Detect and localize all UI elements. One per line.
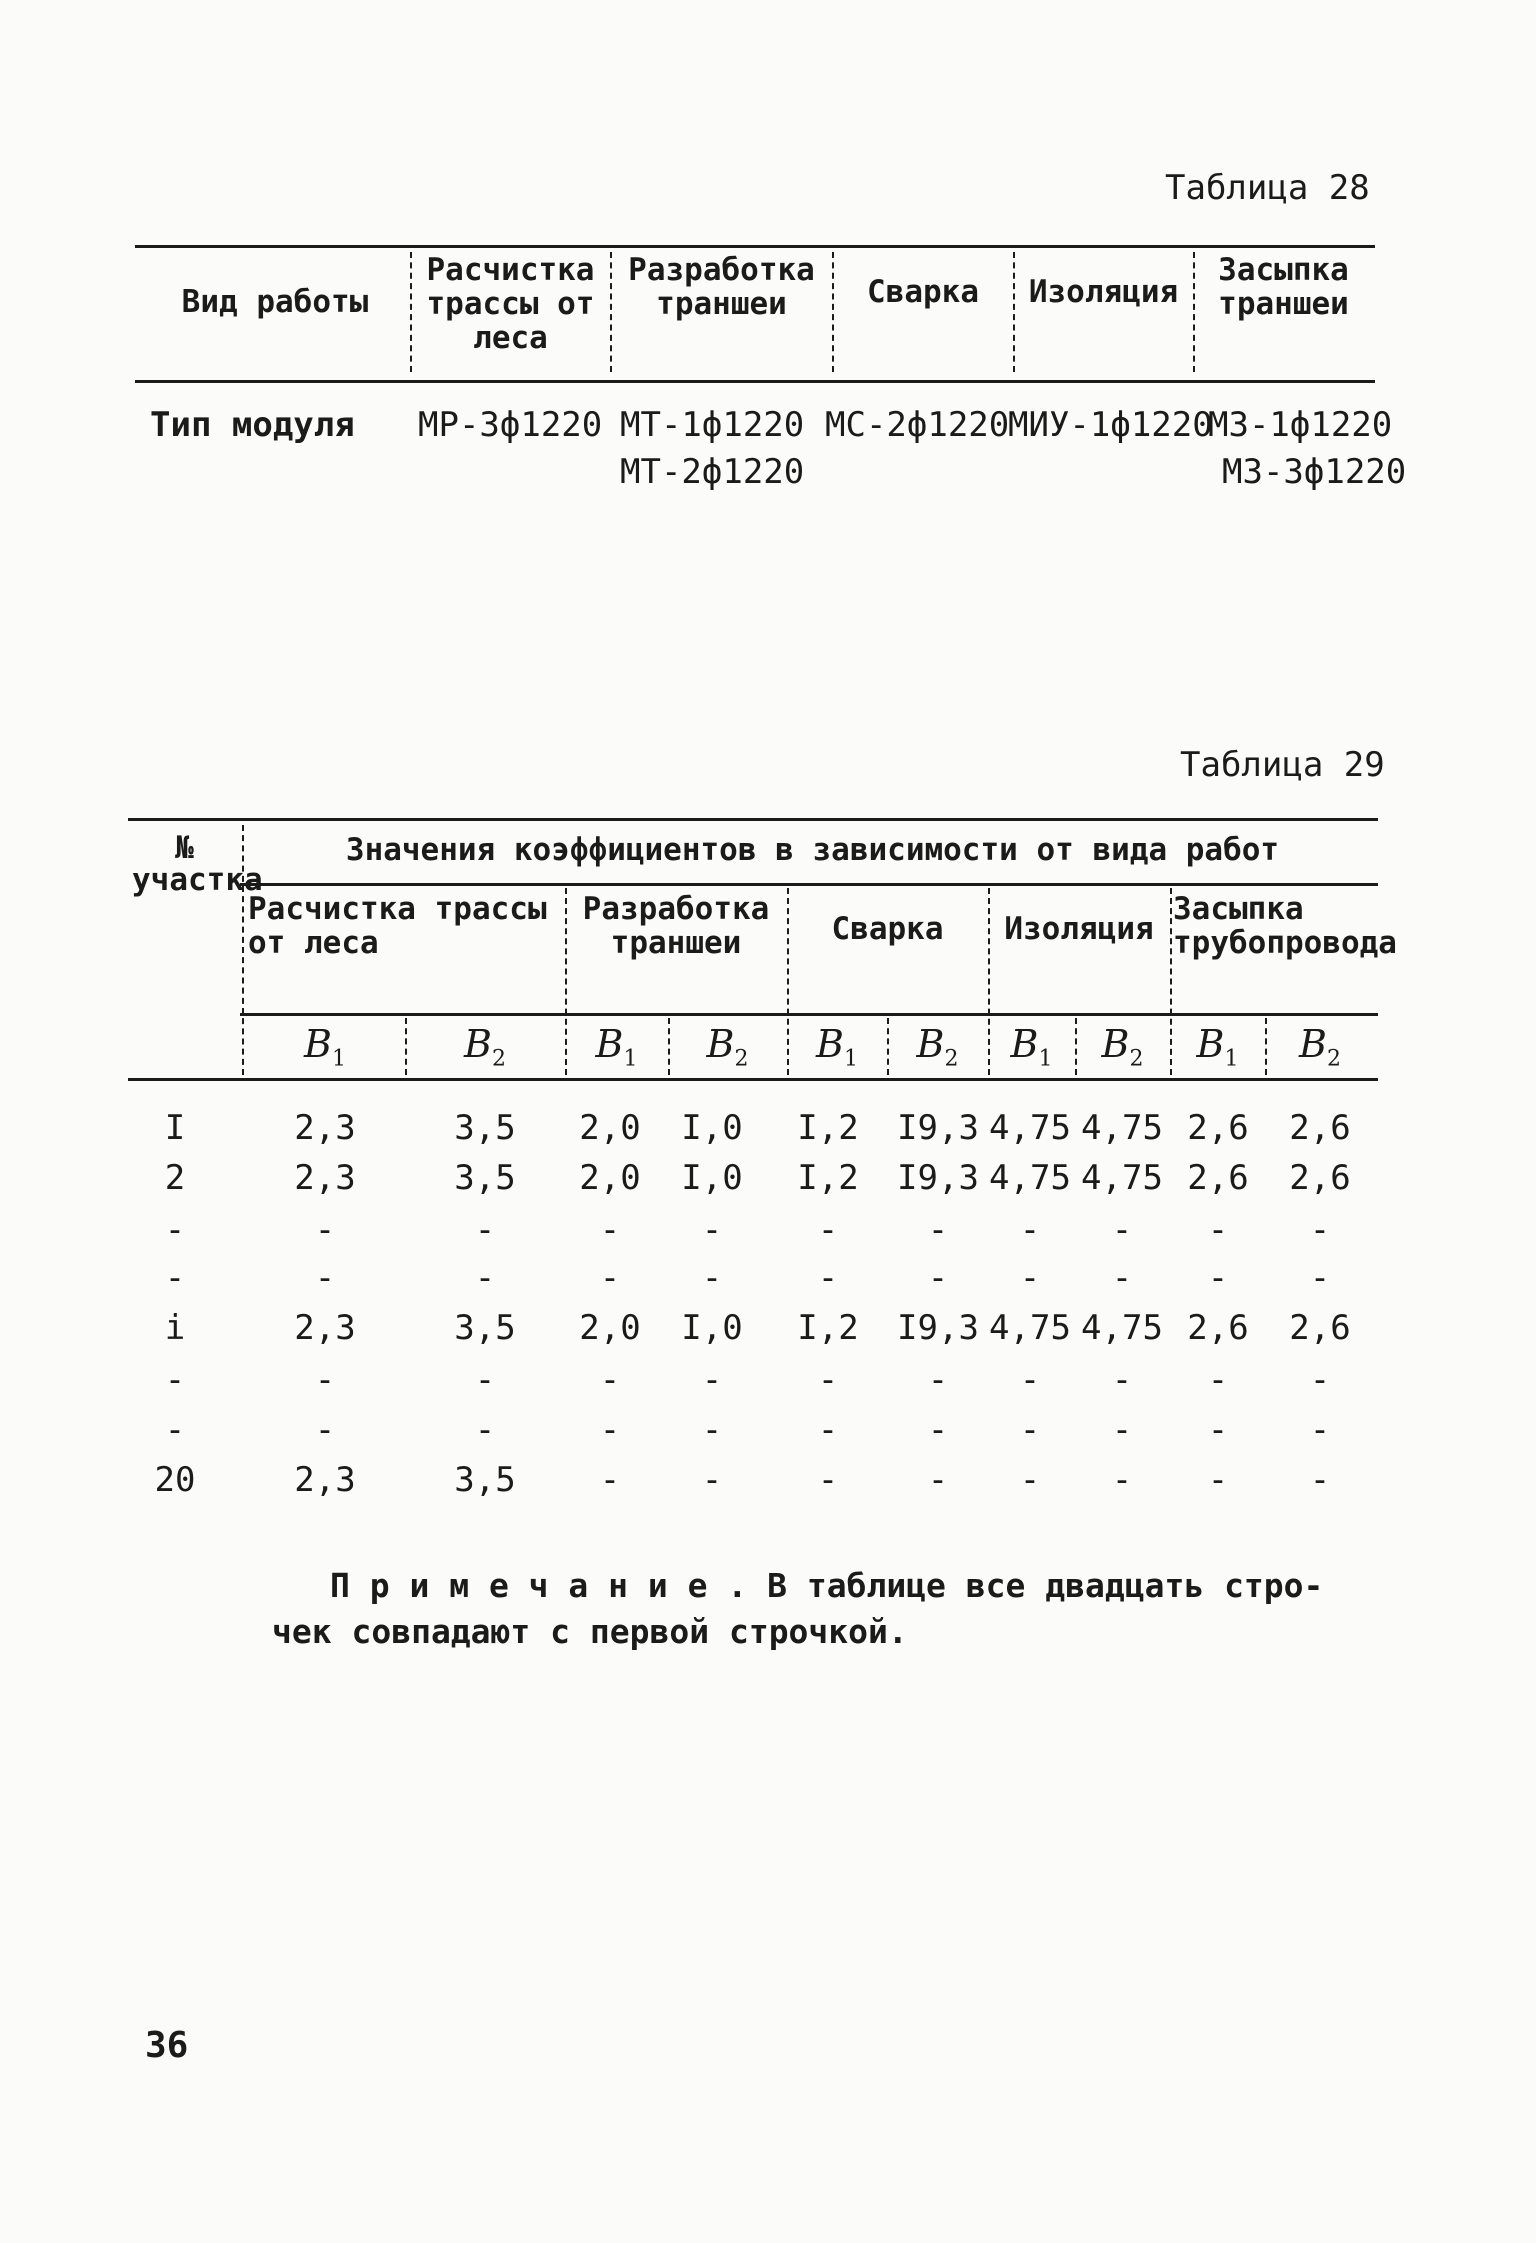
table-28-col-divider <box>1013 252 1015 372</box>
table-29-cell: - <box>1309 1258 1331 1298</box>
table-29-cell: - <box>701 1210 723 1250</box>
table-29-cell: 3,5 <box>454 1308 516 1348</box>
table-29-cell: - <box>474 1210 496 1250</box>
table-29-cell: I9,3 <box>897 1158 979 1198</box>
table-29-cell: - <box>927 1210 949 1250</box>
table-29-cell: - <box>1207 1410 1229 1450</box>
table-29-cell: 4,75 <box>1081 1308 1163 1348</box>
table-29-cell: 2,6 <box>1289 1308 1351 1348</box>
table-29-header-rule <box>128 1078 1378 1081</box>
table-29-cell: 2,6 <box>1289 1158 1351 1198</box>
table-28-col-trench: Разработка траншеи <box>628 252 815 322</box>
table-28-row-label: Тип модуля <box>150 405 355 445</box>
note-text-1: В таблице все двадцать стро- <box>767 1566 1324 1605</box>
module-clearing: МР-3ф1220 <box>418 405 603 445</box>
table-29-cell: - <box>817 1410 839 1450</box>
table-29-row-no: - <box>164 1258 186 1298</box>
note-line-1 <box>330 1563 1323 1609</box>
table-29-subheader-rule <box>240 1013 1378 1016</box>
table-28-col-welding: Сварка <box>867 274 979 310</box>
table-29-cell: - <box>927 1460 949 1500</box>
table-29-cell: - <box>599 1360 621 1400</box>
table-29-cell: I,2 <box>797 1158 859 1198</box>
table-29-cell: - <box>701 1258 723 1298</box>
table-29-cell: 4,75 <box>1081 1108 1163 1148</box>
table-28-col-divider <box>832 252 834 372</box>
table-29-cell: 3,5 <box>454 1460 516 1500</box>
coef-b1-backfill: $B_1$ <box>1196 1022 1239 1072</box>
table-29-col-welding: Сварка <box>831 911 944 947</box>
table-29-cell: - <box>599 1210 621 1250</box>
page-number: 36 <box>145 2025 189 2066</box>
table-29-cell: - <box>1309 1410 1331 1450</box>
table-29-cell: 2,0 <box>579 1158 641 1198</box>
table-28-col-clearing: Расчистка трассы от леса <box>426 252 595 356</box>
table-29-cell: - <box>1019 1410 1041 1450</box>
table-28-col-backfill: Засыпка траншеи <box>1218 252 1349 322</box>
table-29-cell: - <box>1207 1360 1229 1400</box>
table-29-cell: - <box>1111 1360 1133 1400</box>
table-28-col-insulation: Изоляция <box>1028 274 1179 310</box>
table-28-col-divider <box>1193 252 1195 372</box>
table-29-cell: - <box>701 1460 723 1500</box>
table-29-row-no: - <box>164 1210 186 1250</box>
table-29-row-no: 20 <box>154 1460 196 1500</box>
table-29-cell: 2,6 <box>1187 1308 1249 1348</box>
table-29-cell: - <box>1207 1258 1229 1298</box>
table-29-cell: I9,3 <box>897 1108 979 1148</box>
table-29-cell: - <box>1019 1210 1041 1250</box>
table-29-cell: 4,75 <box>989 1108 1071 1148</box>
table-29-cell: - <box>599 1410 621 1450</box>
table-29-cell: 3,5 <box>454 1158 516 1198</box>
table-29-cell: - <box>817 1460 839 1500</box>
table-29-cell: - <box>1019 1460 1041 1500</box>
table-29-col-trench: Разработка траншеи <box>582 891 770 961</box>
table-29-cell: 2,3 <box>294 1158 356 1198</box>
table-29-cell: - <box>599 1460 621 1500</box>
table-29-cell: 2,0 <box>579 1108 641 1148</box>
table-29-row-no: I <box>164 1108 186 1148</box>
table-29-cell: I9,3 <box>897 1308 979 1348</box>
table-29-cell: 2,3 <box>294 1108 356 1148</box>
table-28-col-divider <box>610 252 612 372</box>
table-29-cell: - <box>474 1410 496 1450</box>
table-29-cell: - <box>817 1258 839 1298</box>
coef-b1-welding: $B_1$ <box>816 1022 858 1072</box>
table-29-cell: 2,0 <box>579 1308 641 1348</box>
table-29-cell: I,0 <box>681 1308 743 1348</box>
coef-b1-trench: $B_1$ <box>595 1022 638 1072</box>
table-29-cell: - <box>474 1360 496 1400</box>
table-29-cell: 2,6 <box>1187 1108 1249 1148</box>
table-29-cell: - <box>927 1410 949 1450</box>
table-29-cell: - <box>314 1210 336 1250</box>
module-backfill-1: МЗ-1ф1220 <box>1208 405 1393 445</box>
module-insulation: МИУ-1ф1220 <box>1008 405 1213 445</box>
table-29-section-no: № участка <box>132 830 263 898</box>
coef-b2-welding: $B_2$ <box>916 1022 959 1072</box>
table-28-caption: Таблица 28 <box>1165 168 1370 208</box>
coef-b2-trench: $B_2$ <box>706 1022 749 1072</box>
coef-b2-clearing: $B_2$ <box>464 1022 506 1072</box>
table-29-col-clearing: Расчистка трассы от леса <box>248 891 547 961</box>
table-29-cell: - <box>1207 1210 1229 1250</box>
table-29-cell: - <box>1207 1460 1229 1500</box>
table-29-cell: - <box>1019 1360 1041 1400</box>
table-29-cell: 2,3 <box>294 1460 356 1500</box>
table-29-cell: - <box>701 1360 723 1400</box>
table-29-group-title: Значения коэффициентов в зависимости от вида работ <box>345 832 1280 868</box>
table-29-cell: I,0 <box>681 1108 743 1148</box>
table-29-cell: 3,5 <box>454 1108 516 1148</box>
table-29-cell: - <box>817 1360 839 1400</box>
table-29-cell: - <box>1309 1210 1331 1250</box>
coef-b2-backfill: $B_2$ <box>1299 1022 1341 1072</box>
table-29-cell: I,0 <box>681 1158 743 1198</box>
table-29-row-no: 2 <box>164 1158 186 1198</box>
table-29-cell: 4,75 <box>1081 1158 1163 1198</box>
table-29-cell: - <box>701 1410 723 1450</box>
table-29-cell: - <box>599 1258 621 1298</box>
table-29-cell: - <box>1111 1460 1133 1500</box>
table-29-row-no: i <box>164 1308 186 1348</box>
table-29-col-backfill: Засыпка трубопровода <box>1173 891 1397 961</box>
table-28-header-rule <box>135 380 1375 383</box>
table-29-cell: - <box>474 1258 496 1298</box>
module-trench-1: МТ-1ф1220 <box>620 405 805 445</box>
table-28-header-label: Вид работы <box>181 284 369 320</box>
note-label: П р и м е ч а н и е . <box>330 1566 748 1605</box>
table-29-group-rule <box>240 883 1378 886</box>
table-29-cell: - <box>1111 1258 1133 1298</box>
coef-b1-clearing: $B_1$ <box>304 1022 346 1072</box>
coef-b2-insulation: $B_2$ <box>1101 1022 1144 1072</box>
table-29-cell: 4,75 <box>989 1158 1071 1198</box>
table-29-cell: - <box>314 1410 336 1450</box>
table-29-caption: Таблица 29 <box>1180 745 1385 785</box>
table-29-cell: - <box>817 1210 839 1250</box>
note-text-2: чек совпадают с первой строчкой. <box>272 1612 908 1651</box>
table-29-cell: - <box>1309 1460 1331 1500</box>
table-29-cell: - <box>314 1258 336 1298</box>
table-29-cell: 2,3 <box>294 1308 356 1348</box>
table-29-cell: - <box>1309 1360 1331 1400</box>
module-trench-2: МТ-2ф1220 <box>620 452 805 492</box>
table-29-cell: - <box>1111 1410 1133 1450</box>
table-29-row-no: - <box>164 1410 186 1450</box>
table-29-top-rule <box>128 818 1378 821</box>
module-backfill-2: МЗ-3ф1220 <box>1222 452 1407 492</box>
table-29-cell: I,2 <box>797 1308 859 1348</box>
table-28-top-rule <box>135 245 1375 248</box>
table-29-cell: - <box>1019 1258 1041 1298</box>
table-29-row-no: - <box>164 1360 186 1400</box>
table-29-col-insulation: Изоляция <box>1004 911 1154 947</box>
table-29-cell: - <box>927 1360 949 1400</box>
coef-b1-insulation: $B_1$ <box>1010 1022 1053 1072</box>
module-welding: МС-2ф1220 <box>825 405 1010 445</box>
table-29-cell: - <box>927 1258 949 1298</box>
table-28-col-divider <box>410 252 412 372</box>
table-29-cell: 2,6 <box>1289 1108 1351 1148</box>
table-29-cell: I,2 <box>797 1108 859 1148</box>
table-29-cell: - <box>1111 1210 1133 1250</box>
table-29-cell: 2,6 <box>1187 1158 1249 1198</box>
table-29-cell: - <box>314 1360 336 1400</box>
table-29-cell: 4,75 <box>989 1308 1071 1348</box>
